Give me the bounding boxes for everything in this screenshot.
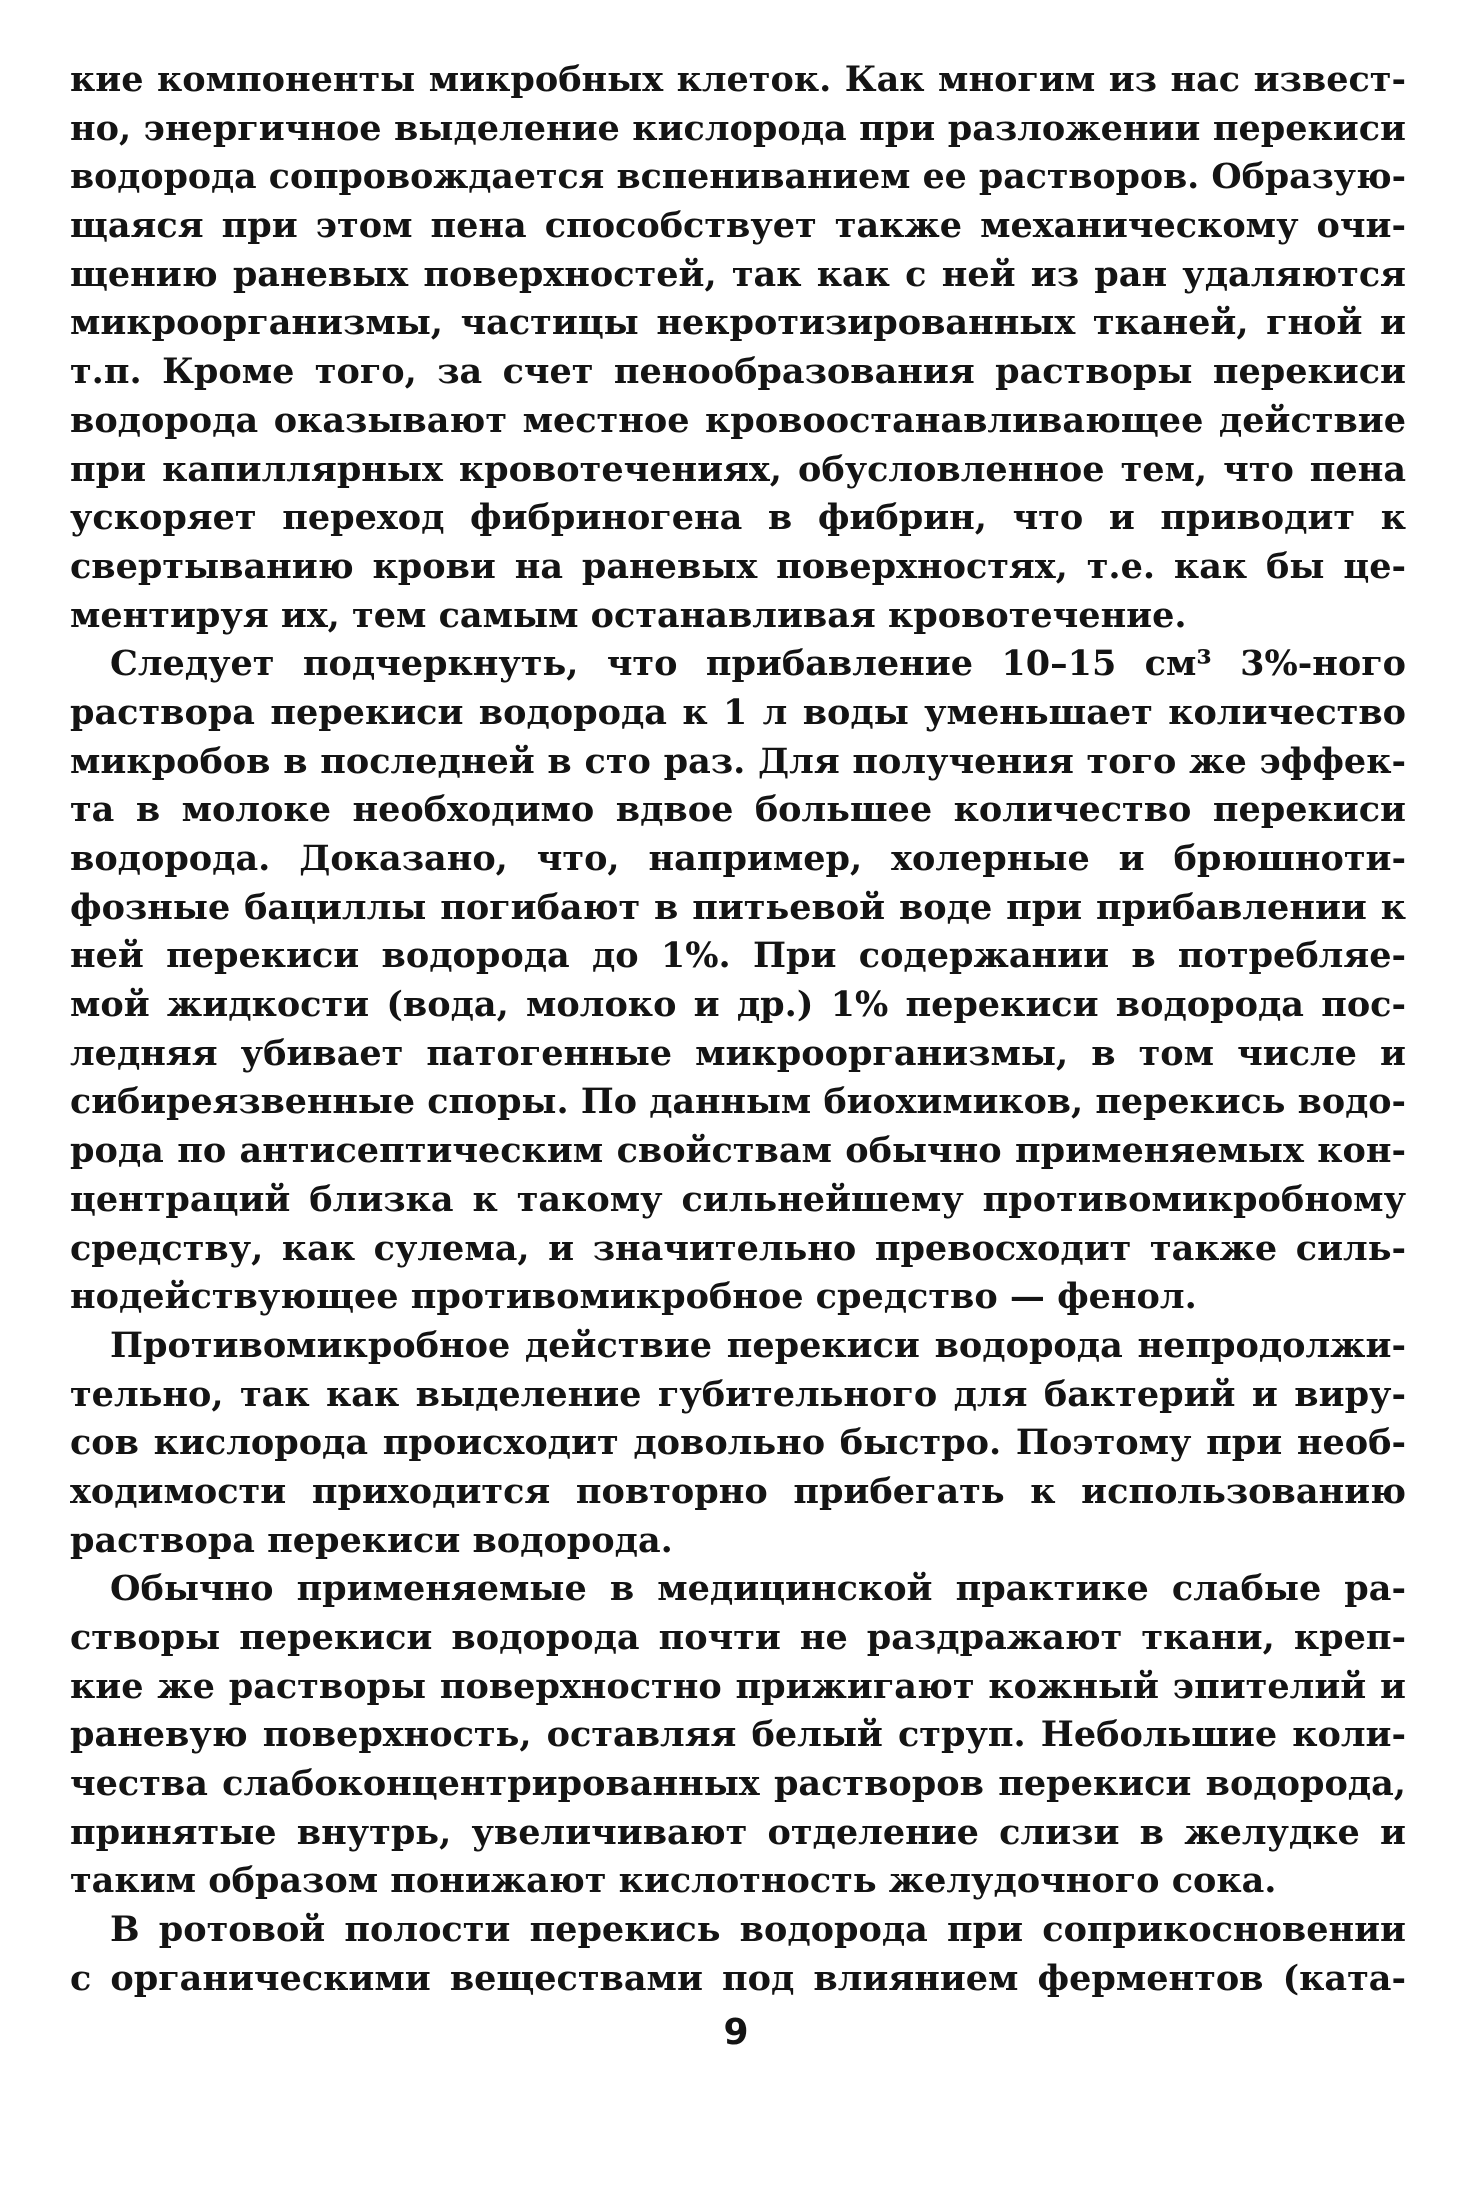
text-line: Следует подчеркнуть, что прибавление 10–15 см³ 3%-ного [110, 643, 1406, 685]
paragraph-1 [70, 56, 1406, 640]
page-body [70, 56, 1406, 2004]
text-line: при капиллярных кровотечениях, обусловленное тем, что пена [70, 448, 1406, 490]
text-line: но, энергичное выделение кислорода при разложении перекиси [70, 107, 1406, 149]
text-line: водорода. Доказано, что, например, холерные и брюшноти- [70, 838, 1406, 879]
text-line: средству, как сулема, и значительно превосходит также силь- [70, 1227, 1406, 1269]
text-line: сов кислорода происходит довольно быстро. Поэтому при необ- [70, 1422, 1406, 1464]
text-line: щаяся при этом пена способствует также механическому очи- [70, 205, 1406, 247]
text-line: принятые внутрь, увеличивают отделение слизи в желудке и [70, 1811, 1406, 1853]
text-line: т.п. Кроме того, за счет пенообразования растворы перекиси [70, 351, 1406, 393]
text-line: ледняя убивает патогенные микроорганизмы, в том числе и [70, 1032, 1406, 1074]
text-line: кие же растворы поверхностно прижигают кожный эпителий и [70, 1665, 1406, 1707]
text-line: сибиреязвенные споры. По данным биохимиков, перекись водо- [70, 1081, 1406, 1123]
paragraph-2 [70, 640, 1406, 1322]
paragraph-4 [70, 1565, 1406, 1906]
text-line: раствора перекиси водорода к 1 л воды уменьшает количество [70, 691, 1406, 733]
text-line: ускоряет переход фибриногена в фибрин, что и приводит к [70, 497, 1406, 539]
text-line: фозные бациллы погибают в питьевой воде при прибавлении к [70, 886, 1406, 928]
page-number: 9 [723, 2012, 749, 2053]
text-line: Противомикробное действие перекиси водорода непродолжи- [110, 1324, 1406, 1366]
text-line: тельно, так как выделение губительного для бактерий и виру- [70, 1373, 1406, 1415]
text-line: Обычно применяемые в медицинской практике слабые ра- [110, 1568, 1406, 1610]
paragraph-5 [70, 1906, 1406, 2003]
text-line: чества слабоконцентрированных растворов перекиси водорода, [70, 1763, 1406, 1805]
text-line: водорода оказывают местное кровоостанавливающее действие [70, 399, 1406, 441]
text-line: рода по антисептическим свойствам обычно применяемых кон- [70, 1130, 1406, 1172]
text-line: створы перекиси водорода почти не раздражают ткани, креп- [70, 1617, 1406, 1658]
text-line: раневую поверхность, оставляя белый струп. Небольшие коли- [70, 1714, 1406, 1756]
text-line: ментируя их, тем самым останавливая кровотечение. [70, 594, 1187, 636]
text-line: нодействующее противомикробное средство — фенол. [70, 1276, 1197, 1318]
text-line: с органическими веществами под влиянием ферментов (ката- [70, 1957, 1406, 1999]
text-line: водорода сопровождается вспениванием ее растворов. Образую- [70, 156, 1406, 198]
text-line: мой жидкости (вода, молоко и др.) 1% перекиси водорода пос- [70, 984, 1406, 1026]
text-line: ней перекиси водорода до 1%. При содержании в потребляе- [70, 935, 1406, 977]
paragraph-3 [70, 1322, 1406, 1565]
text-line: таким образом понижают кислотность желудочного сока. [70, 1860, 1277, 1902]
text-line: кие компоненты микробных клеток. Как многим из нас извест- [70, 59, 1406, 100]
text-line: щению раневых поверхностей, так как с ней из ран удаляются [70, 253, 1406, 295]
text-line: микробов в последней в сто раз. Для получения того же эффек- [70, 740, 1406, 782]
text-line: центраций близка к такому сильнейшему противомикробному [70, 1178, 1406, 1220]
text-line: микроорганизмы, частицы некротизированных тканей, гной и [70, 302, 1406, 344]
text-line: та в молоке необходимо вдвое большее количество перекиси [70, 789, 1406, 831]
text-line: ходимости приходится повторно прибегать к использованию [70, 1470, 1406, 1512]
text-line: В ротовой полости перекись водорода при соприкосновении [110, 1909, 1406, 1951]
text-line: раствора перекиси водорода. [70, 1519, 673, 1561]
text-line: свертыванию крови на раневых поверхностях, т.е. как бы це- [70, 545, 1406, 587]
